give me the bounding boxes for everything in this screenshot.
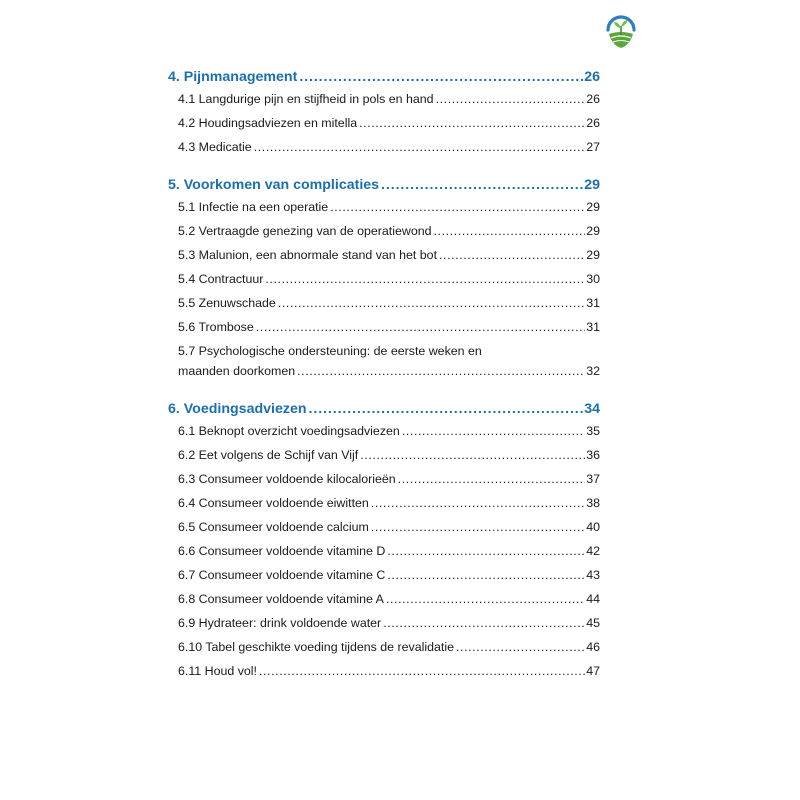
dot-leader (383, 616, 585, 631)
toc-entry[interactable] (168, 92, 600, 107)
dot-leader (434, 224, 586, 239)
dot-leader (360, 448, 585, 463)
toc-heading-page: 26 (584, 69, 600, 85)
toc-entry-page: 26 (586, 116, 600, 130)
toc-entry-page: 43 (586, 568, 600, 582)
toc-heading-title: 6. Voedingsadviezen (168, 401, 307, 417)
toc-entry[interactable] (168, 248, 600, 263)
dot-leader (259, 664, 585, 679)
toc-section-6 (168, 400, 600, 679)
toc-entry-page: 37 (586, 472, 600, 486)
toc-entry[interactable] (168, 424, 600, 439)
dot-leader (297, 364, 585, 379)
toc-entry[interactable] (168, 472, 600, 487)
toc-entry-page: 45 (586, 616, 600, 630)
toc-entry-page: 36 (586, 448, 600, 462)
toc-entry-title: 6.10 Tabel geschikte voeding tijdens de revalidatie (178, 640, 454, 654)
dot-leader (265, 272, 585, 287)
toc-entry-page: 46 (586, 640, 600, 654)
toc-entry[interactable] (168, 272, 600, 287)
toc-heading[interactable] (168, 68, 600, 86)
dot-leader (439, 248, 585, 263)
toc-entry-page: 35 (586, 424, 600, 438)
toc-entry-page: 29 (586, 224, 600, 238)
toc-heading-page: 34 (584, 401, 600, 417)
toc-entry-title-line2: maanden doorkomen (178, 364, 296, 378)
toc-entry[interactable] (168, 616, 600, 631)
dot-leader (456, 640, 585, 655)
toc-entry-title: 6.6 Consumeer voldoende vitamine D (178, 544, 386, 558)
toc-entry-page: 29 (586, 200, 600, 214)
dot-leader (371, 520, 585, 535)
toc-entry-title: 6.11 Houd vol! (178, 664, 257, 678)
toc-entry-title: 5.4 Contractuur (178, 272, 264, 286)
toc-entry-title: 6.3 Consumeer voldoende kilocalorieën (178, 472, 396, 486)
dot-leader (381, 176, 583, 194)
toc-entry-title: 5.3 Malunion, een abnormale stand van het bot (178, 248, 438, 262)
toc-entry[interactable] (168, 344, 600, 379)
seedling-logo-icon (604, 14, 638, 50)
toc-entry[interactable] (168, 568, 600, 583)
toc-entry-page: 26 (586, 92, 600, 106)
toc-entry-page: 31 (586, 320, 600, 334)
toc-entry-title: 4.3 Medicatie (178, 140, 252, 154)
dot-leader (387, 568, 585, 583)
toc-heading[interactable] (168, 400, 600, 418)
toc-entry[interactable] (168, 520, 600, 535)
toc-entry-title: 6.5 Consumeer voldoende calcium (178, 520, 369, 534)
dot-leader (309, 400, 584, 418)
toc-heading-title: 5. Voorkomen van complicaties (168, 177, 380, 193)
toc-entry-page: 42 (586, 544, 600, 558)
dot-leader (386, 592, 585, 607)
toc-entry-page: 44 (586, 592, 600, 606)
toc-entry[interactable] (168, 116, 600, 131)
toc-entry-page: 27 (586, 140, 600, 154)
toc-entry[interactable] (168, 296, 600, 311)
toc-entry[interactable] (168, 140, 600, 155)
toc-entry-title: 5.2 Vertraagde genezing van de operatiewond (178, 224, 432, 238)
toc-entry-title: 6.1 Beknopt overzicht voedingsadviezen (178, 424, 400, 438)
toc-section-5 (168, 176, 600, 379)
dot-leader (398, 472, 586, 487)
toc-entry-title: 4.2 Houdingsadviezen en mitella (178, 116, 358, 130)
toc-heading-title: 4. Pijnmanagement (168, 69, 298, 85)
toc-entry-title: 6.8 Consumeer voldoende vitamine A (178, 592, 384, 606)
toc-entry-title-line1: 5.7 Psychologische ondersteuning: de eerste weken en (178, 344, 482, 358)
toc-entry[interactable] (168, 496, 600, 511)
dot-leader (254, 140, 586, 155)
dot-leader (436, 92, 586, 107)
toc-entry-title: 6.4 Consumeer voldoende eiwitten (178, 496, 369, 510)
dot-leader (359, 116, 585, 131)
toc-entry[interactable] (168, 448, 600, 463)
dot-leader (278, 296, 585, 311)
toc-entry-page: 32 (586, 364, 600, 378)
toc-section-4 (168, 68, 600, 155)
toc-entry-title: 6.9 Hydrateer: drink voldoende water (178, 616, 382, 630)
toc-entry-title: 5.6 Trombose (178, 320, 254, 334)
dot-leader (402, 424, 585, 439)
toc-entry[interactable] (168, 640, 600, 655)
toc-heading[interactable] (168, 176, 600, 194)
toc-entry-last-line (178, 364, 600, 379)
toc-entry[interactable] (168, 320, 600, 335)
toc-entry-page: 30 (586, 272, 600, 286)
toc-entry[interactable] (168, 544, 600, 559)
toc-entry-title: 6.7 Consumeer voldoende vitamine C (178, 568, 386, 582)
dot-leader (371, 496, 585, 511)
toc-heading-page: 29 (584, 177, 600, 193)
table-of-contents (168, 68, 600, 688)
dot-leader (387, 544, 585, 559)
toc-entry[interactable] (168, 592, 600, 607)
toc-entry-page: 47 (586, 664, 600, 678)
toc-entry-title: 6.2 Eet volgens de Schijf van Vijf (178, 448, 359, 462)
toc-entry-page: 38 (586, 496, 600, 510)
toc-entry[interactable] (168, 664, 600, 679)
toc-entry-title: 5.1 Infectie na een operatie (178, 200, 329, 214)
dot-leader (330, 200, 585, 215)
dot-leader (299, 68, 583, 86)
toc-entry-page: 29 (586, 248, 600, 262)
toc-entry-title: 4.1 Langdurige pijn en stijfheid in pols en hand (178, 92, 434, 106)
dot-leader (256, 320, 585, 335)
toc-entry-page: 31 (586, 296, 600, 310)
toc-entry-page: 40 (586, 520, 600, 534)
toc-entry[interactable] (168, 224, 600, 239)
toc-entry[interactable] (168, 200, 600, 215)
toc-entry-title: 5.5 Zenuwschade (178, 296, 276, 310)
